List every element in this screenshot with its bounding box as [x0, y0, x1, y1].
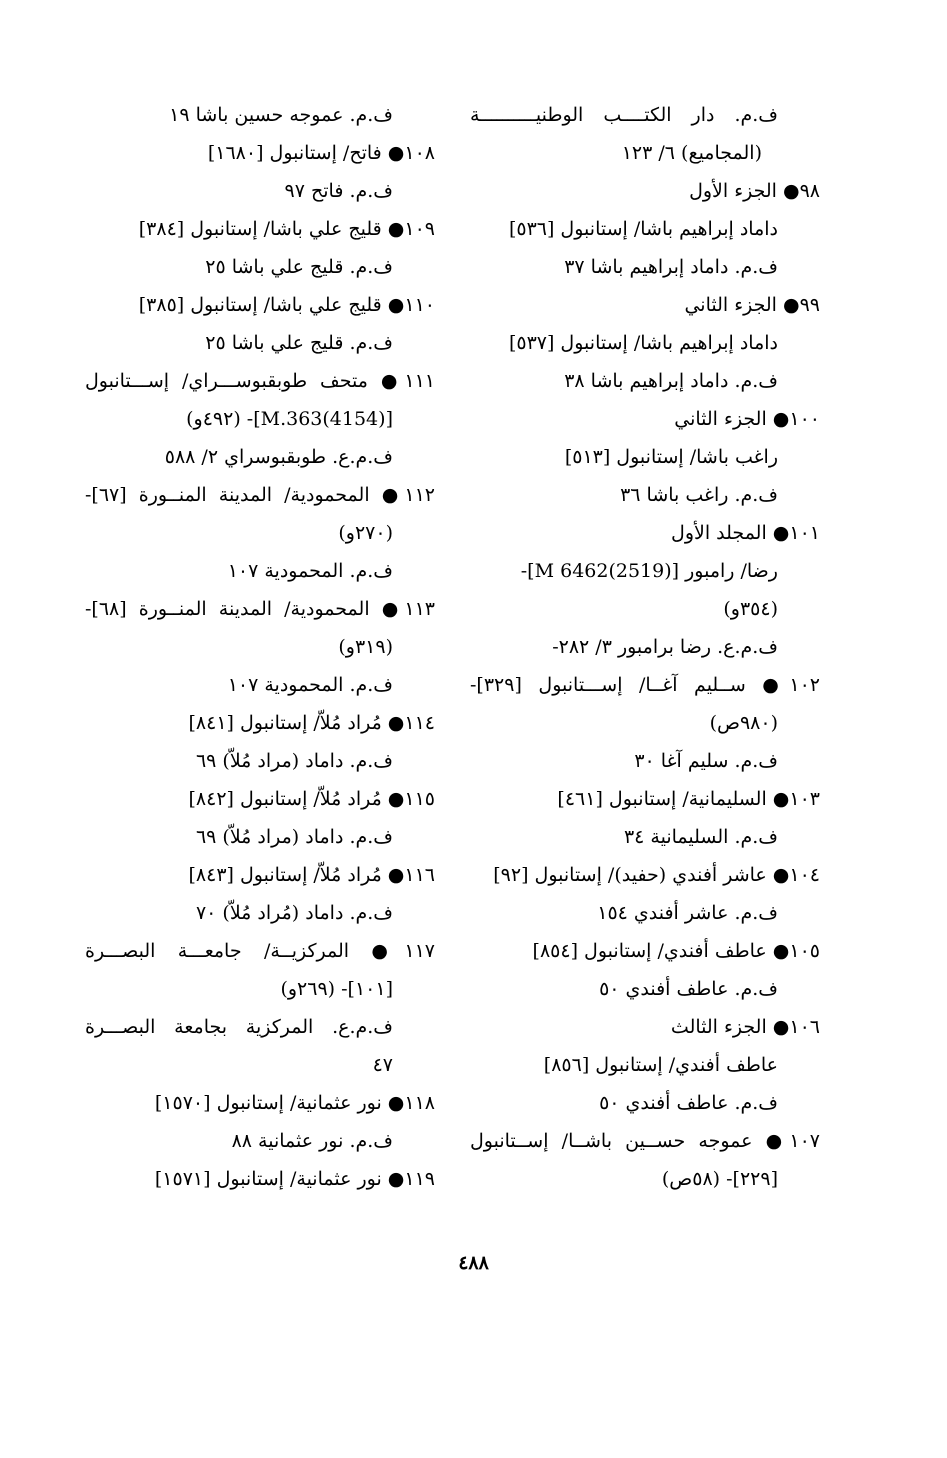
text-line: ١١٢● المحمودية/ المدينة المنــورة [٦٧]- [85, 484, 435, 506]
text-line: ١١٤● مُراد مُلاّ/ إستانبول [٨٤١] [188, 712, 435, 734]
text-line: ف.م. عاشر أفندي ١٥٤ [597, 902, 778, 924]
text-line: عاطف أفندي/ إستانبول [٨٥٦] [543, 1054, 778, 1076]
text-line: ١٠٩● قليج علي باشا/ إستانبول [٣٨٤] [138, 218, 435, 240]
text-line: ف.م. داماد (مراد مُلاّ) ٦٩ [195, 826, 393, 848]
text-line: ف.م.ع. رضا برامبور ٣/ ٢٨٢- [552, 636, 778, 658]
text-line: ف.م. راغب باشا ٣٦ [620, 484, 778, 506]
text-line: [٢٢٩]- (٥٨ص) [661, 1168, 778, 1190]
text-line: ف.م. داماد (مراد مُلاّ) ٦٩ [195, 750, 393, 772]
right-column [470, 96, 820, 1198]
text-line: ف.م.ع. طوبقبوسراي ٢/ ٥٨٨ [164, 446, 393, 468]
text-line: (٣٥٤و) [723, 598, 778, 620]
text-line: ف.م. داماد إبراهيم باشا ٣٨ [564, 370, 778, 392]
text-line: ١٠٤● عاشر أفندي (حفيد)/ إستانبول [٩٢] [493, 864, 820, 886]
text-line: ١٠٦● الجزء الثالث [670, 1016, 820, 1038]
text-line: ١٠٨● فاتح/ إستانبول [١٦٨٠] [207, 142, 435, 164]
text-line: راغب باشا/ إستانبول [٥١٣] [564, 446, 778, 468]
text-line: داماد إبراهيم باشا/ إستانبول [٥٣٦] [508, 218, 778, 240]
text-line: ف.م. عاطف أفندي ٥٠ [599, 1092, 778, 1114]
text-line: ١١٠● قليج علي باشا/ إستانبول [٣٨٥] [138, 294, 435, 316]
text-line: (٢٧٠و) [338, 522, 393, 544]
text-line: ١١١● متحف طوبقبوســـراي/ إســـتانبول [85, 370, 435, 392]
text-line: (٣١٩و) [338, 636, 393, 658]
text-line: ١١٩● نور عثمانية/ إستانبول [١٥٧١] [154, 1168, 435, 1190]
text-line: ف.م.ع. المركزية بجامعة البصـــرة [85, 1016, 393, 1038]
text-line: ١٠٣● السليمانية/ إستانبول [٤٦١] [557, 788, 820, 810]
text-line: ف.م. المحمودية ١٠٧ [227, 674, 393, 696]
text-line: داماد إبراهيم باشا/ إستانبول [٥٣٧] [508, 332, 778, 354]
text-line: ف.م. قليج علي باشا ٢٥ [205, 332, 393, 354]
text-line: ٩٨● الجزء الأول [689, 180, 820, 202]
text-line: ف.م. السليمانية ٣٤ [623, 826, 778, 848]
text-line: ف.م. نور عثمانية ٨٨ [231, 1130, 393, 1152]
text-line: ف.م. المحمودية ١٠٧ [227, 560, 393, 582]
text-line: ١١٥● مُراد مُلاّ/ إستانبول [٨٤٢] [188, 788, 435, 810]
text-line: ١٠٢● ســليم آغــا/ إســـتانبول [٣٢٩]- [470, 674, 820, 696]
text-line: ف.م. قليج علي باشا ٢٥ [205, 256, 393, 278]
text-line: ١١٧● المركزيــة/ جامعـــة البصـــرة [85, 940, 435, 962]
text-line: ١١٨● نور عثمانية/ إستانبول [١٥٧٠] [154, 1092, 435, 1114]
text-line: (المجاميع) ٦/ ١٢٣ [621, 142, 762, 164]
text-line: ف.م. داماد إبراهيم باشا ٣٧ [564, 256, 778, 278]
text-line: (٩٨٠ص) [709, 712, 778, 734]
text-line: ٩٩● الجزء الثاني [684, 294, 820, 316]
left-column [85, 96, 435, 1198]
text-line: ١٠٠● الجزء الثاني [674, 408, 820, 430]
text-line: [١٠١]- (٢٦٩و) [280, 978, 393, 1000]
text-line: ف.م. سليم آغا ٣٠ [634, 750, 778, 772]
text-line: ١٠١● المجلد الأول [671, 522, 820, 544]
text-line: ٤٧ [372, 1054, 393, 1076]
text-line: ١١٦● مُراد مُلاّ/ إستانبول [٨٤٣] [188, 864, 435, 886]
text-line: [M.363(4154)]- (٤٩٢و) [186, 408, 393, 430]
text-line: ف.م. عموجه حسين باشا ١٩ [169, 104, 393, 126]
text-line: ف.م. دار الكتــــب الوطنيــــــــــة [470, 104, 778, 126]
text-line: ف.م. فاتح ٩٧ [284, 180, 393, 202]
text-line: ١٠٧● عموجه حســين باشــا/ إســتانبول [470, 1130, 820, 1152]
page-number: ٤٨٨ [458, 1252, 489, 1274]
text-line: ف.م. عاطف أفندي ٥٠ [599, 978, 778, 1000]
text-line: ف.م. داماد (مُراد مُلاّ) ٧٠ [195, 902, 393, 924]
text-line: رضا/ رامبور [M 6462(2519)]- [520, 560, 778, 582]
text-line: ١١٣● المحمودية/ المدينة المنــورة [٦٨]- [85, 598, 435, 620]
text-line: ١٠٥● عاطف أفندي/ إستانبول [٨٥٤] [532, 940, 820, 962]
